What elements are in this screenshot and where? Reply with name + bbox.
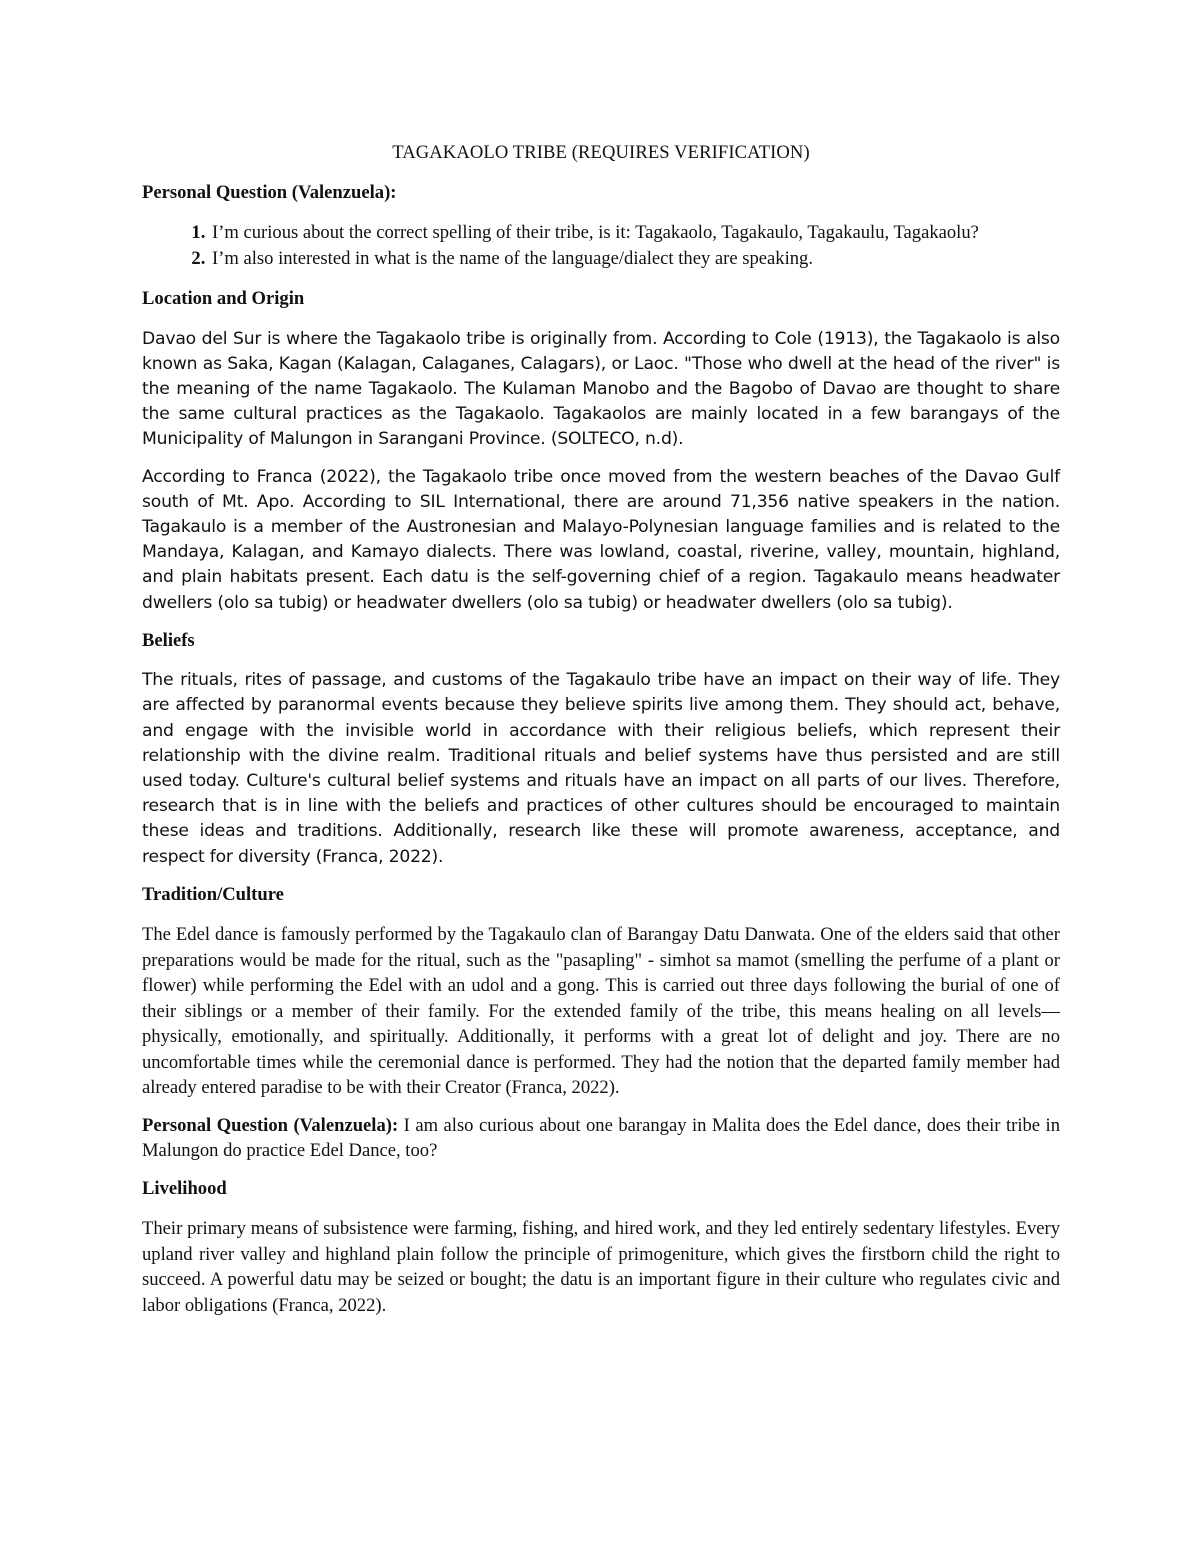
document-page [142,140,1060,1330]
document-title: TAGAKAOLO TRIBE (REQUIRES VERIFICATION) [392,142,810,163]
personal-question-label: Personal Question (Valenzuela): [142,1114,399,1136]
livelihood-heading: Livelihood [142,1177,227,1199]
question-item: 1. I’m curious about the correct spelling of their tribe, is it: Tagakaolo, Tagakaulo, Tagakaulu, Tagakaolu? [210,220,1060,246]
tradition-culture-paragraph: The Edel dance is famously performed by the Tagakaulo clan of Barangay Datu Danwata. One of the elders said that other preparations would be made for the ritual, such as the "pasapling" - simhot sa mamot (smelling the perfume of a plant or flower) while performing the Edel with an udol and a gong. This is carried out three days following the burial of one of their siblings or a member of their family. For the extended family of the tribe, this means healing on all levels—physically, emotionally, and spiritually. Additionally, it performs with a great lot of delight and joy. There are no uncomfortable times while the ceremonial dance is performed. They had the notion that the departed family member had already entered paradise to be with their Creator (Franca, 2022). [142,924,1060,1099]
location-origin-heading: Location and Origin [142,288,305,309]
tradition-culture-heading: Tradition/Culture [142,883,284,905]
beliefs-paragraph: The rituals, rites of passage, and customs of the Tagakaulo tribe have an impact on their way of life. They are affected by paranormal events because they believe spirits live among them. They should act, behave, and engage with the invisible world in accordance with their religious beliefs, which represent their relationship with the divine realm. Traditional rituals and belief systems have thus persisted and are still used today. Culture's cultural belief systems and rituals have an impact on all parts of our lives. Therefore, research that is in line with the beliefs and practices of other cultures should be encouraged to maintain these ideas and traditions. Additionally, research like these will promote awareness, acceptance, and respect for diversity (Franca, 2022). [142,670,1060,867]
location-origin-paragraph: According to Franca (2022), the Tagakaolo tribe once moved from the western beaches of the Davao Gulf south of Mt. Apo. According to SIL International, there are around 71,356 native speakers in the nation. Tagakaulo is a member of the Austronesian and Malayo-Polynesian language families and is related to the Mandaya, Kalagan, and Kamayo dialects. There was lowland, coastal, riverine, valley, mountain, highland, and plain habitats present. Each datu is the self-governing chief of a region. Tagakaulo means headwater dwellers (olo sa tubig) or headwater dwellers (olo sa tubig) or headwater dwellers (olo sa tubig). [142,466,1060,613]
beliefs-heading: Beliefs [142,629,195,651]
personal-question-inline [142,1113,1060,1164]
question-list [142,220,1060,271]
personal-question-text: I am also curious about one barangay in Malita does the Edel dance, does their tribe in Malungon do practice Edel Dance, too? [142,1114,1060,1162]
personal-question-heading: Personal Question (Valenzuela): [142,181,397,203]
livelihood-paragraph: Their primary means of subsistence were farming, fishing, and hired work, and they led entirely sedentary lifestyles. Every upland river valley and highland plain follow the principle of primogeniture, which gives the firstborn child the right to succeed. A powerful datu may be seized or bought; the datu is an important figure in their culture who regulates civic and labor obligations (Franca, 2022). [142,1218,1060,1316]
question-item: 2. I’m also interested in what is the name of the language/dialect they are speaking. [210,246,1060,272]
location-origin-paragraph: Davao del Sur is where the Tagakaolo tribe is originally from. According to Cole (1913), the Tagakaolo is also known as Saka, Kagan (Kalagan, Calaganes, Calagars), or Laoc. "Those who dwell at the head of the river" is the meaning of the name Tagakaolo. The Kulaman Manobo and the Bagobo of Davao are thought to share the same cultural practices as the Tagakaolo. Tagakaolos are mainly located in a few barangays of the Municipality of Malungon in Sarangani Province. (SOLTECO, n.d). [142,328,1060,450]
